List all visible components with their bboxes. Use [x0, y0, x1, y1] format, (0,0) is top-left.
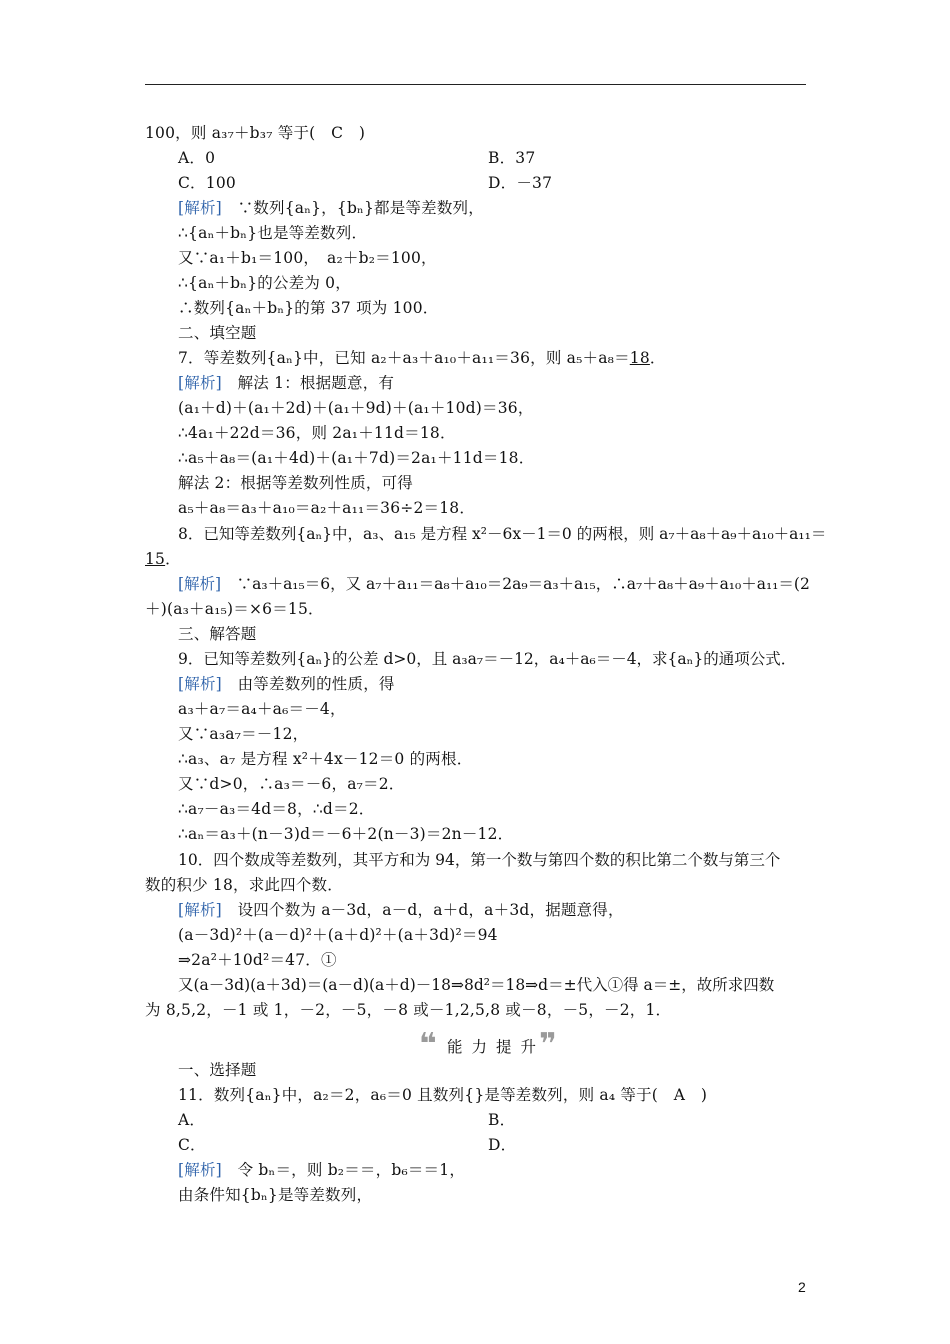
analysis-label: [解析] [178, 1161, 222, 1179]
solution-line: ∴4a₁＋22d＝36，则 2a₁＋11d＝18． [178, 424, 456, 442]
section-heading: 二、填空题 [178, 324, 257, 342]
solution-line: 又∵a₃a₇＝－12， [178, 725, 309, 743]
analysis-label: [解析] [178, 199, 222, 217]
solution-line: [解析] ∵数列{aₙ}，{bₙ}都是等差数列， [178, 199, 484, 217]
analysis-label: [解析] [178, 575, 222, 593]
solution-line: 为 8,5,2，－1 或 1，－2，－5，－8 或－1,2,5,8 或－8，－5，－2，1． [145, 1001, 672, 1019]
solution-line: ＋)(a₃＋a₁₅)＝×6＝15． [145, 600, 324, 618]
solution-line: ∴a₇－a₃＝4d＝8，∴d＝2． [178, 800, 375, 818]
solution-line: [解析] 解法 1：根据题意，有 [178, 374, 395, 392]
analysis-label: [解析] [178, 901, 222, 919]
question-10-tail: 数的积少 18，求此四个数． [145, 876, 343, 894]
question-10: 10．四个数成等差数列，其平方和为 94，第一个数与第四个数的积比第二个数与第三个 [178, 851, 781, 869]
solution-line: (a－3d)²＋(a－d)²＋(a＋d)²＋(a＋3d)²＝94 [178, 926, 498, 944]
close-quote-icon: ❞ [539, 1027, 557, 1062]
question-7: 7．等差数列{aₙ}中，已知 a₂＋a₃＋a₁₀＋a₁₁＝36，则 a₅＋a₈＝18． [178, 349, 666, 367]
solution-line: ∴a₅＋a₈＝(a₁＋4d)＋(a₁＋7d)＝2a₁＋11d＝18． [178, 449, 535, 467]
solution-line: ∴{aₙ＋bₙ}也是等差数列． [178, 224, 368, 242]
solution-line: a₃＋a₇＝a₄＋a₆＝－4， [178, 700, 346, 718]
section-heading: 一、选择题 [178, 1061, 257, 1079]
solution-line: 又∵a₁＋b₁＝100， a₂＋b₂＝100， [178, 249, 437, 267]
option-c: C． [178, 1136, 206, 1154]
answer: 15 [145, 550, 166, 568]
question-9: 9．已知等差数列{aₙ}的公差 d>0，且 a₃a₇＝－12，a₄＋a₆＝－4，求{aₙ}的通项公式． [178, 650, 797, 668]
analysis-label: [解析] [178, 374, 222, 392]
solution-line: ∴{aₙ＋bₙ}的公差为 0， [178, 274, 351, 292]
option-d: D．－37 [488, 174, 553, 192]
ability-banner [419, 1027, 565, 1062]
question-8: 8．已知等差数列{aₙ}中，a₃、a₁₅ 是方程 x²－6x－1＝0 的两根，则 a₇＋a₈＋a₉＋a₁₀＋a₁₁＝ [178, 525, 827, 543]
solution-line: ⇒2a²＋10d²＝47．① [178, 951, 337, 969]
option-c: C．100 [178, 174, 236, 192]
banner-title: 能力提升 [447, 1038, 546, 1056]
analysis-label: [解析] [178, 675, 222, 693]
option-b: B．37 [488, 149, 536, 167]
solution-line: [解析] 设四个数为 a－3d，a－d，a＋d，a＋3d，据题意得， [178, 901, 624, 919]
solution-line: ∴a₃、a₇ 是方程 x²＋4x－12＝0 的两根． [178, 750, 473, 768]
solution-line: a₅＋a₈＝a₃＋a₁₀＝a₂＋a₁₁＝36÷2＝18． [178, 499, 476, 517]
solution-line: 又∵d>0，∴a₃＝－6，a₇＝2． [178, 775, 405, 793]
solution-line: ∴数列{aₙ＋bₙ}的第 37 项为 100． [178, 299, 439, 317]
question-6-tail: 100，则 a₃₇＋b₃₇ 等于( C ) [145, 124, 366, 142]
question-11: 11．数列{aₙ}中，a₂＝2，a₆＝0 且数列{}是等差数列，则 a₄ 等于( A ) [178, 1086, 708, 1104]
solution-line: (a₁＋d)＋(a₁＋2d)＋(a₁＋9d)＋(a₁＋10d)＝36， [178, 399, 534, 417]
header-rule [145, 84, 806, 85]
option-a: A．0 [178, 149, 216, 167]
option-a: A． [178, 1111, 206, 1129]
solution-line: 由条件知{bₙ}是等差数列， [178, 1186, 373, 1204]
page-number: 2 [798, 1279, 806, 1295]
solution-line: 解法 2：根据等差数列性质，可得 [178, 474, 413, 492]
option-b: B． [488, 1111, 516, 1129]
solution-line: [解析] ∵a₃＋a₁₅＝6，又 a₇＋a₁₁＝a₈＋a₁₀＝2a₉＝a₃＋a₁₅，∴a₇＋a₈＋a₉＋a₁₀＋a₁₁＝(2 [178, 575, 810, 593]
solution-line: 又(a－3d)(a＋3d)＝(a－d)(a＋d)－18⇒8d²＝18⇒d＝±代入①得 a＝±，故所求四数 [178, 976, 775, 994]
solution-line: [解析] 令 bₙ＝，则 b₂＝＝，b₆＝＝1， [178, 1161, 466, 1179]
question-8-answer: 15． [145, 550, 181, 568]
solution-line: [解析] 由等差数列的性质，得 [178, 675, 395, 693]
solution-line: ∴aₙ＝a₃＋(n－3)d＝－6＋2(n－3)＝2n－12． [178, 825, 514, 843]
open-quote-icon: ❝ [419, 1027, 437, 1062]
answer: 18 [629, 349, 650, 367]
section-heading: 三、解答题 [178, 625, 257, 643]
option-d: D． [488, 1136, 517, 1154]
